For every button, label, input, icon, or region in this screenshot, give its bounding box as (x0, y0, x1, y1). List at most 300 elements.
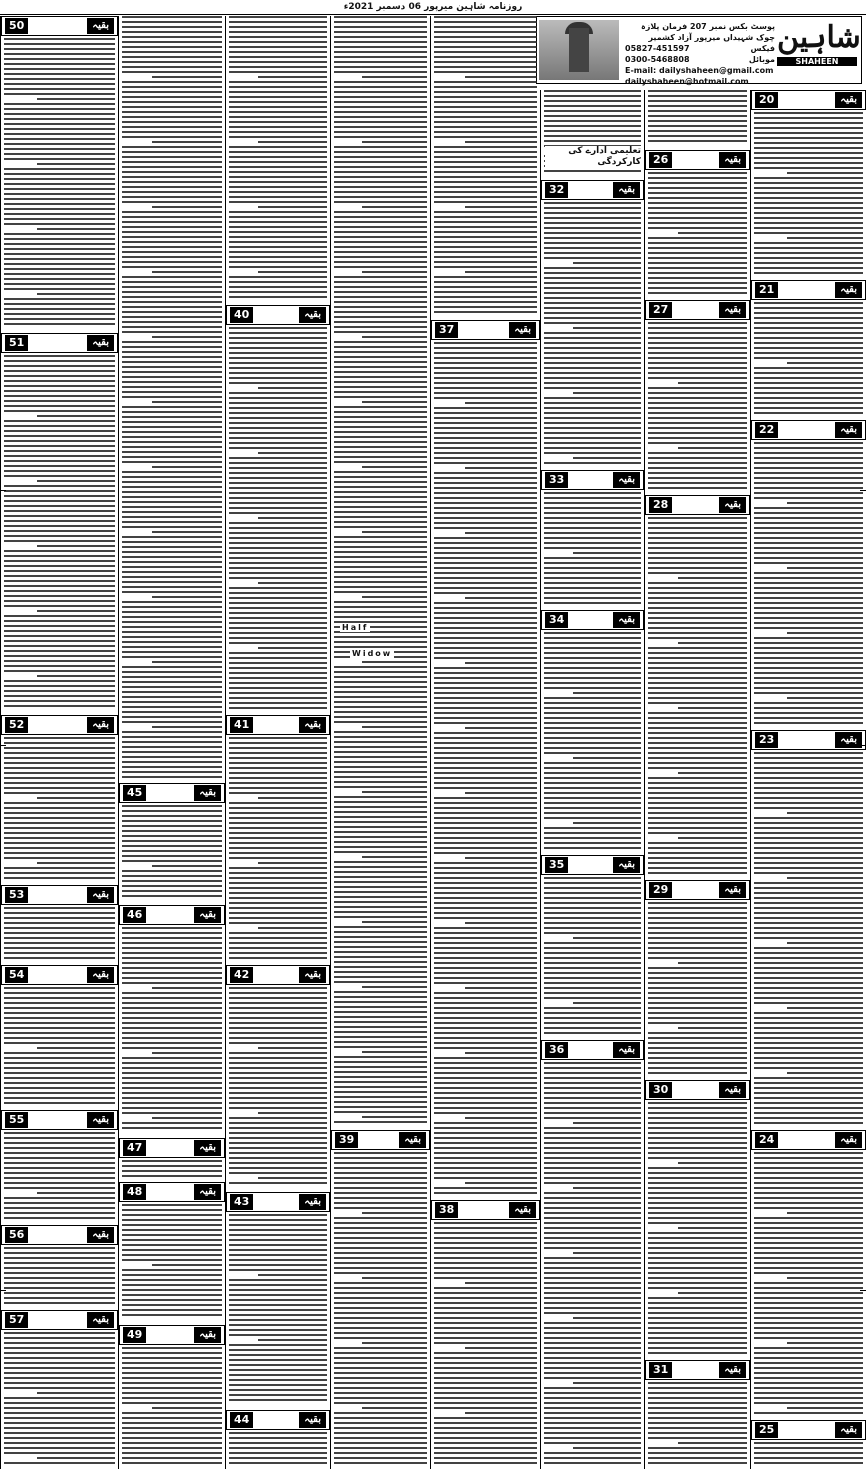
text-line (648, 547, 747, 549)
text-line (229, 747, 327, 749)
text-line (648, 202, 747, 204)
continuation-number: 28 (649, 497, 672, 513)
text-line (465, 1282, 537, 1284)
text-line (334, 356, 427, 358)
text-line (434, 1432, 537, 1434)
continuation-number: 36 (545, 1042, 568, 1058)
text-line (122, 895, 222, 897)
text-line (787, 1072, 863, 1074)
text-line (434, 81, 537, 83)
text-line (434, 1342, 537, 1344)
text-line (434, 1037, 537, 1039)
text-line (544, 292, 641, 294)
text-line (434, 201, 537, 203)
text-line (434, 66, 537, 68)
text-line (122, 1372, 222, 1374)
text-line (4, 118, 115, 120)
text-line (648, 432, 747, 434)
text-line (754, 1082, 863, 1084)
text-line (648, 1032, 747, 1034)
text-line (229, 1057, 327, 1059)
text-line (544, 347, 641, 349)
text-line (4, 1462, 115, 1464)
text-line (334, 1217, 427, 1219)
text-line (229, 1249, 327, 1251)
text-line (122, 962, 222, 964)
text-line (648, 1297, 747, 1299)
text-line (648, 672, 747, 674)
text-line (544, 357, 641, 359)
text-line (754, 322, 863, 324)
text-line (544, 302, 641, 304)
text-line (4, 1247, 115, 1249)
text-line (754, 192, 863, 194)
header-spacer (672, 153, 719, 167)
article-text (229, 737, 327, 962)
text-line (334, 1041, 427, 1043)
continuation-number: 43 (230, 1194, 253, 1210)
text-line (544, 1162, 641, 1164)
text-line (434, 256, 537, 258)
text-line (334, 1162, 427, 1164)
text-line (754, 1182, 863, 1184)
text-line (229, 256, 327, 258)
text-line (334, 981, 427, 983)
text-line (4, 1437, 115, 1439)
text-line (678, 1292, 747, 1294)
text-line (122, 1175, 222, 1177)
text-line (754, 547, 863, 549)
text-line (229, 1289, 327, 1291)
text-line (648, 717, 747, 719)
text-line (544, 712, 641, 714)
text-line (122, 1357, 222, 1359)
text-line (678, 1227, 747, 1229)
article-text (4, 1247, 115, 1307)
text-line (434, 872, 537, 874)
text-line (754, 407, 863, 409)
text-line (648, 1452, 747, 1454)
text-line (434, 1417, 537, 1419)
text-line (648, 292, 747, 294)
text-line (122, 291, 222, 293)
text-line (334, 61, 427, 63)
text-line (152, 1264, 222, 1266)
text-line (258, 647, 327, 649)
text-line (434, 1057, 537, 1059)
text-line (4, 440, 115, 442)
text-line (434, 592, 537, 594)
text-line (229, 231, 327, 233)
text-line (334, 66, 427, 68)
text-line (754, 112, 863, 114)
header-spacer (28, 1313, 87, 1327)
fax-row (625, 43, 775, 54)
text-line (754, 817, 863, 819)
text-line (229, 1219, 327, 1221)
continuation-label: بقیہ (87, 967, 114, 983)
text-line (229, 251, 327, 253)
text-line (4, 298, 115, 300)
text-line (334, 766, 427, 768)
text-line (544, 767, 641, 769)
text-line (434, 507, 537, 509)
text-line (37, 415, 115, 417)
continuation-label: بقیہ (613, 182, 640, 198)
text-line (4, 1442, 115, 1444)
text-line (229, 822, 327, 824)
text-line (544, 632, 641, 634)
text-line (648, 367, 747, 369)
text-line (678, 1162, 747, 1164)
text-line (754, 382, 863, 384)
text-line (434, 231, 537, 233)
text-line (434, 116, 537, 118)
text-line (122, 261, 222, 263)
text-line (754, 627, 863, 629)
text-line (122, 221, 222, 223)
text-line (229, 597, 327, 599)
text-line (229, 1374, 327, 1376)
text-line (37, 1047, 115, 1049)
text-line (4, 1367, 115, 1369)
text-line (434, 1242, 537, 1244)
text-line (648, 1217, 747, 1219)
mobile-row (625, 54, 775, 65)
text-line (229, 552, 327, 554)
text-line (334, 1337, 427, 1339)
text-line (122, 1347, 222, 1349)
text-line (229, 126, 327, 128)
continuation-header (1, 1310, 118, 1330)
text-line (229, 1309, 327, 1311)
text-line (754, 462, 863, 464)
article-text (648, 517, 747, 877)
text-line (544, 382, 641, 384)
text-line (4, 83, 115, 85)
continuation-header (751, 420, 866, 440)
text-line (122, 1284, 222, 1286)
text-line (122, 211, 222, 213)
address-text: پوسٹ بکس نمبر 207 فرمان پلازہ چوک شہیداں میرپور آزاد کشمیر (641, 22, 775, 42)
text-line (122, 21, 222, 23)
text-line (434, 452, 537, 454)
text-line (4, 470, 115, 472)
text-line (334, 731, 427, 733)
continuation-label: بقیہ (194, 1140, 221, 1156)
text-line (122, 521, 222, 523)
continuation-header (541, 610, 644, 630)
text-line (544, 232, 641, 234)
text-line (334, 191, 427, 193)
text-line (754, 1097, 863, 1099)
text-line (4, 605, 115, 607)
continuation-header (226, 965, 330, 985)
text-line (152, 141, 222, 143)
text-line (334, 586, 427, 588)
text-line (229, 106, 327, 108)
text-line (544, 1027, 641, 1029)
text-line (754, 667, 863, 669)
text-line (4, 390, 115, 392)
text-line (434, 897, 537, 899)
text-line (648, 372, 747, 374)
text-line (648, 1052, 747, 1054)
text-line (122, 701, 222, 703)
text-line (544, 1357, 641, 1359)
text-line (4, 520, 115, 522)
text-line (544, 1097, 641, 1099)
text-line (362, 401, 427, 403)
continuation-number: 47 (123, 1140, 146, 1156)
text-line (229, 547, 327, 549)
text-line (434, 166, 537, 168)
text-line (434, 131, 537, 133)
text-line (573, 1187, 641, 1189)
header-spacer (672, 498, 719, 512)
text-line (434, 181, 537, 183)
text-line (229, 1082, 327, 1084)
article-text (334, 16, 427, 1126)
text-line (754, 622, 863, 624)
text-line (544, 802, 641, 804)
text-line (4, 937, 115, 939)
text-line (434, 41, 537, 43)
text-line (787, 1277, 863, 1279)
text-line (648, 1257, 747, 1259)
text-line (122, 41, 222, 43)
text-line (573, 327, 641, 329)
text-line (4, 847, 115, 849)
text-line (648, 1402, 747, 1404)
text-line (229, 1254, 327, 1256)
text-line (754, 982, 863, 984)
text-line (648, 217, 747, 219)
header-spacer (568, 613, 613, 627)
text-line (4, 655, 115, 657)
text-line (754, 222, 863, 224)
text-line (229, 1214, 327, 1216)
text-line (229, 66, 327, 68)
text-line (334, 871, 427, 873)
text-line (334, 606, 427, 608)
text-line (4, 158, 115, 160)
text-line (754, 1047, 863, 1049)
text-line (229, 261, 327, 263)
text-line (334, 381, 427, 383)
text-line (229, 577, 327, 579)
text-line (544, 1137, 641, 1139)
text-line (4, 1377, 115, 1379)
text-line (434, 161, 537, 163)
text-line (754, 842, 863, 844)
text-line (434, 1277, 537, 1279)
text-line (648, 1017, 747, 1019)
text-line (434, 427, 537, 429)
text-line (754, 377, 863, 379)
text-line (334, 1427, 427, 1429)
text-line (4, 223, 115, 225)
text-line (648, 802, 747, 804)
continuation-number: 30 (649, 1082, 672, 1098)
text-line (122, 71, 222, 73)
text-line (434, 582, 537, 584)
text-line (229, 96, 327, 98)
header-spacer (778, 283, 835, 297)
text-line (544, 125, 641, 127)
text-line (122, 666, 222, 668)
text-line (434, 412, 537, 414)
text-line (544, 507, 641, 509)
text-line (754, 837, 863, 839)
text-line (754, 1077, 863, 1079)
text-line (229, 31, 327, 33)
article-text (4, 907, 115, 962)
text-line (648, 177, 747, 179)
text-line (122, 136, 222, 138)
continuation-number: 41 (230, 717, 253, 733)
text-line (122, 716, 222, 718)
text-line (122, 850, 222, 852)
text-line (362, 531, 427, 533)
text-line (229, 932, 327, 934)
text-line (334, 501, 427, 503)
text-line (465, 206, 537, 208)
text-line (122, 331, 222, 333)
text-line (754, 402, 863, 404)
article-text (648, 90, 747, 145)
text-line (648, 757, 747, 759)
text-line (229, 41, 327, 43)
text-line (648, 262, 747, 264)
text-line (754, 272, 863, 274)
text-line (754, 1357, 863, 1359)
text-line (754, 587, 863, 589)
text-line (122, 875, 222, 877)
text-line (648, 100, 747, 102)
text-line (4, 1357, 115, 1359)
text-line (4, 193, 115, 195)
text-line (544, 882, 641, 884)
continuation-number: 51 (5, 335, 28, 351)
text-line (648, 1172, 747, 1174)
text-line (434, 462, 537, 464)
header-spacer (672, 1363, 719, 1377)
text-line (465, 1117, 537, 1119)
text-line (754, 1197, 863, 1199)
text-line (754, 1117, 863, 1119)
text-line (122, 201, 222, 203)
text-line (4, 1292, 115, 1294)
text-line (544, 90, 641, 92)
text-line (334, 741, 427, 743)
text-line (648, 637, 747, 639)
text-line (544, 170, 641, 172)
text-line (122, 416, 222, 418)
text-line (122, 166, 222, 168)
text-line (4, 303, 115, 305)
header-spacer (778, 93, 835, 107)
text-line (229, 291, 327, 293)
text-line (434, 367, 537, 369)
text-line (229, 527, 327, 529)
text-line (334, 1392, 427, 1394)
text-line (434, 417, 537, 419)
text-line (544, 827, 641, 829)
text-line (4, 952, 115, 954)
text-line (648, 1177, 747, 1179)
text-line (334, 1372, 427, 1374)
text-line (648, 1202, 747, 1204)
text-line (334, 1076, 427, 1078)
text-line (4, 877, 115, 879)
text-line (754, 1392, 863, 1394)
text-line (334, 56, 427, 58)
text-line (122, 1462, 222, 1464)
text-line (434, 972, 537, 974)
text-line (754, 1122, 863, 1124)
text-line (434, 1302, 537, 1304)
text-line (754, 352, 863, 354)
text-line (4, 233, 115, 235)
text-line (4, 385, 115, 387)
text-line (544, 397, 641, 399)
text-line (229, 707, 327, 709)
text-line (122, 26, 222, 28)
masthead-photo (539, 20, 619, 80)
text-line (648, 252, 747, 254)
text-line (4, 837, 115, 839)
text-line (434, 276, 537, 278)
text-line (434, 306, 537, 308)
text-line (754, 1402, 863, 1404)
text-line (754, 207, 863, 209)
text-line (544, 502, 641, 504)
text-line (4, 203, 115, 205)
text-line (434, 782, 537, 784)
text-line (465, 402, 537, 404)
text-line (4, 425, 115, 427)
continuation-header (541, 180, 644, 200)
text-line (334, 991, 427, 993)
text-line (229, 296, 327, 298)
text-line (544, 1407, 641, 1409)
text-line (434, 1307, 537, 1309)
text-line (4, 1142, 115, 1144)
article-text (4, 1332, 115, 1467)
text-line (229, 101, 327, 103)
text-line (754, 1267, 863, 1269)
text-line (754, 1377, 863, 1379)
text-line (648, 1117, 747, 1119)
text-line (258, 1339, 327, 1341)
text-line (334, 41, 427, 43)
text-line (334, 876, 427, 878)
text-line (334, 576, 427, 578)
text-line (122, 1274, 222, 1276)
text-line (754, 912, 863, 914)
text-line (334, 396, 427, 398)
text-line (122, 646, 222, 648)
text-line (334, 1387, 427, 1389)
text-line (754, 527, 863, 529)
text-line (434, 707, 537, 709)
text-line (362, 141, 427, 143)
text-line (4, 1427, 115, 1429)
text-line (4, 420, 115, 422)
text-line (465, 857, 537, 859)
text-line (434, 712, 537, 714)
